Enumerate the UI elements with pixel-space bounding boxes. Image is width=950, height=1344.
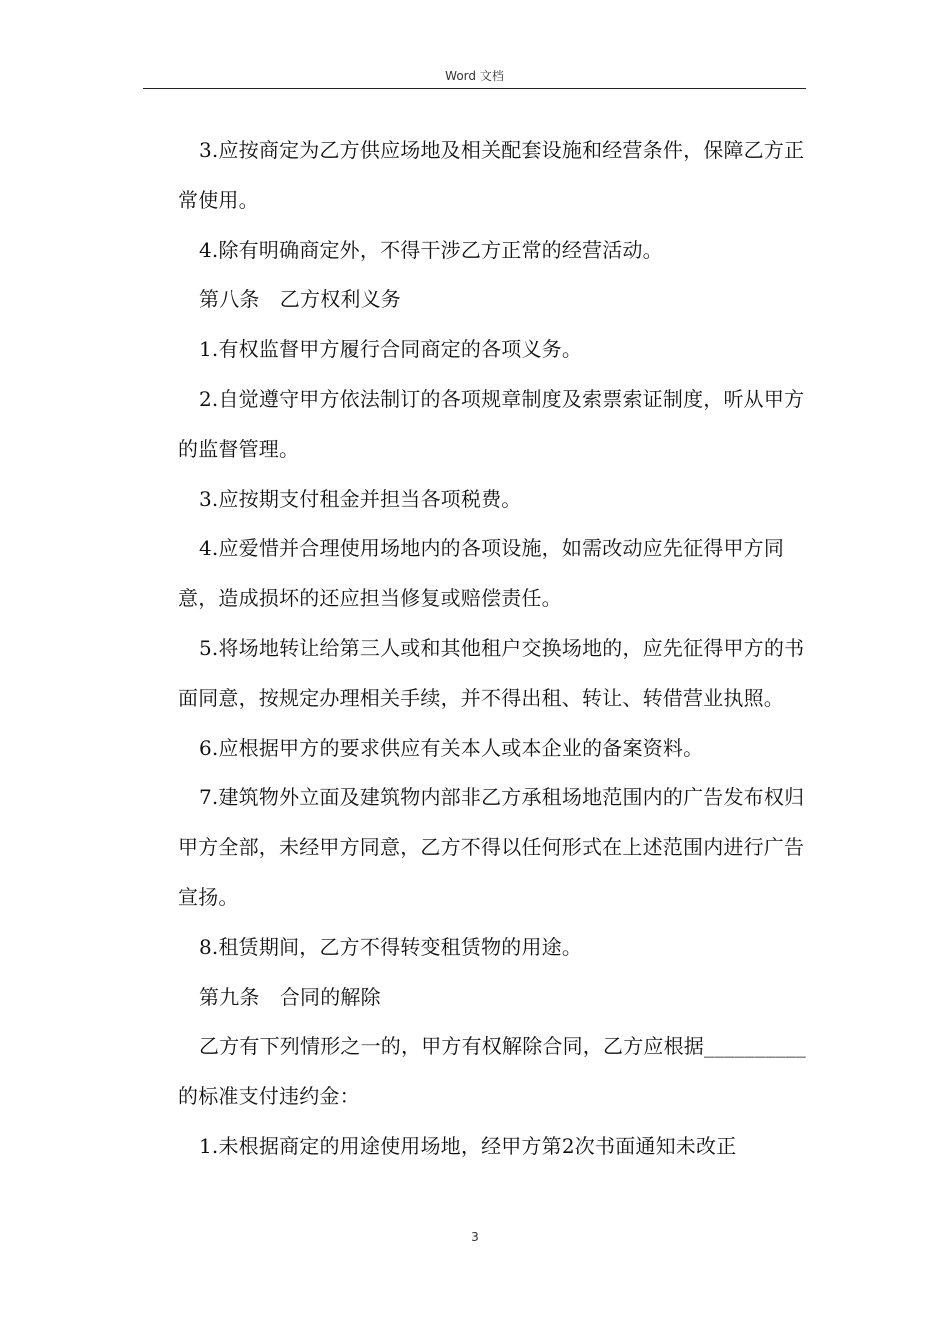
page-number: 3 xyxy=(471,1230,479,1244)
paragraph: 6.应根据甲方的要求供应有关本人或本企业的备案资料。 xyxy=(199,735,704,760)
paragraph: 8.租赁期间，乙方不得转变租赁物的用途。 xyxy=(199,934,583,959)
section-heading: 第八条 乙方权利义务 xyxy=(199,287,401,312)
document-body xyxy=(178,126,806,1172)
paragraph: 4.应爱惜并合理使用场地内的各项设施，如需改动应先征得甲方同意，造成损坏的还应担当修复或赔偿责任。 xyxy=(178,536,785,611)
paragraph: 2.自觉遵守甲方依法制订的各项规章制度及索票索证制度，听从甲方的监督管理。 xyxy=(178,386,805,461)
paragraph: 7.建筑物外立面及建筑物内部非乙方承租场地范围内的广告发布权归甲方全部，未经甲方同意，乙方不得以任何形式在上述范围内进行广告宣扬。 xyxy=(178,785,805,909)
paragraph: 5.将场地转让给第三人或和其他租户交换场地的，应先征得甲方的书面同意，按规定办理相关手续，并不得出租、转让、转借营业执照。 xyxy=(178,635,805,710)
section-heading: 第九条 合同的解除 xyxy=(199,984,381,1009)
paragraph: 4.除有明确商定外，不得干涉乙方正常的经营活动。 xyxy=(199,237,663,262)
paragraph: 1.未根据商定的用途使用场地，经甲方第2次书面通知未改正 xyxy=(199,1133,737,1158)
paragraph: 1.有权监督甲方履行合同商定的各项义务。 xyxy=(199,337,583,362)
page-header xyxy=(143,66,806,89)
paragraph: 乙方有下列情形之一的，甲方有权解除合同，乙方应根据__________的标准支付违约金： xyxy=(178,1034,806,1109)
paragraph: 3.应按商定为乙方供应场地及相关配套设施和经营条件，保障乙方正常使用。 xyxy=(178,138,805,212)
header-title: Word 文档 xyxy=(445,69,504,83)
paragraph: 3.应按期支付租金并担当各项税费。 xyxy=(199,486,522,511)
